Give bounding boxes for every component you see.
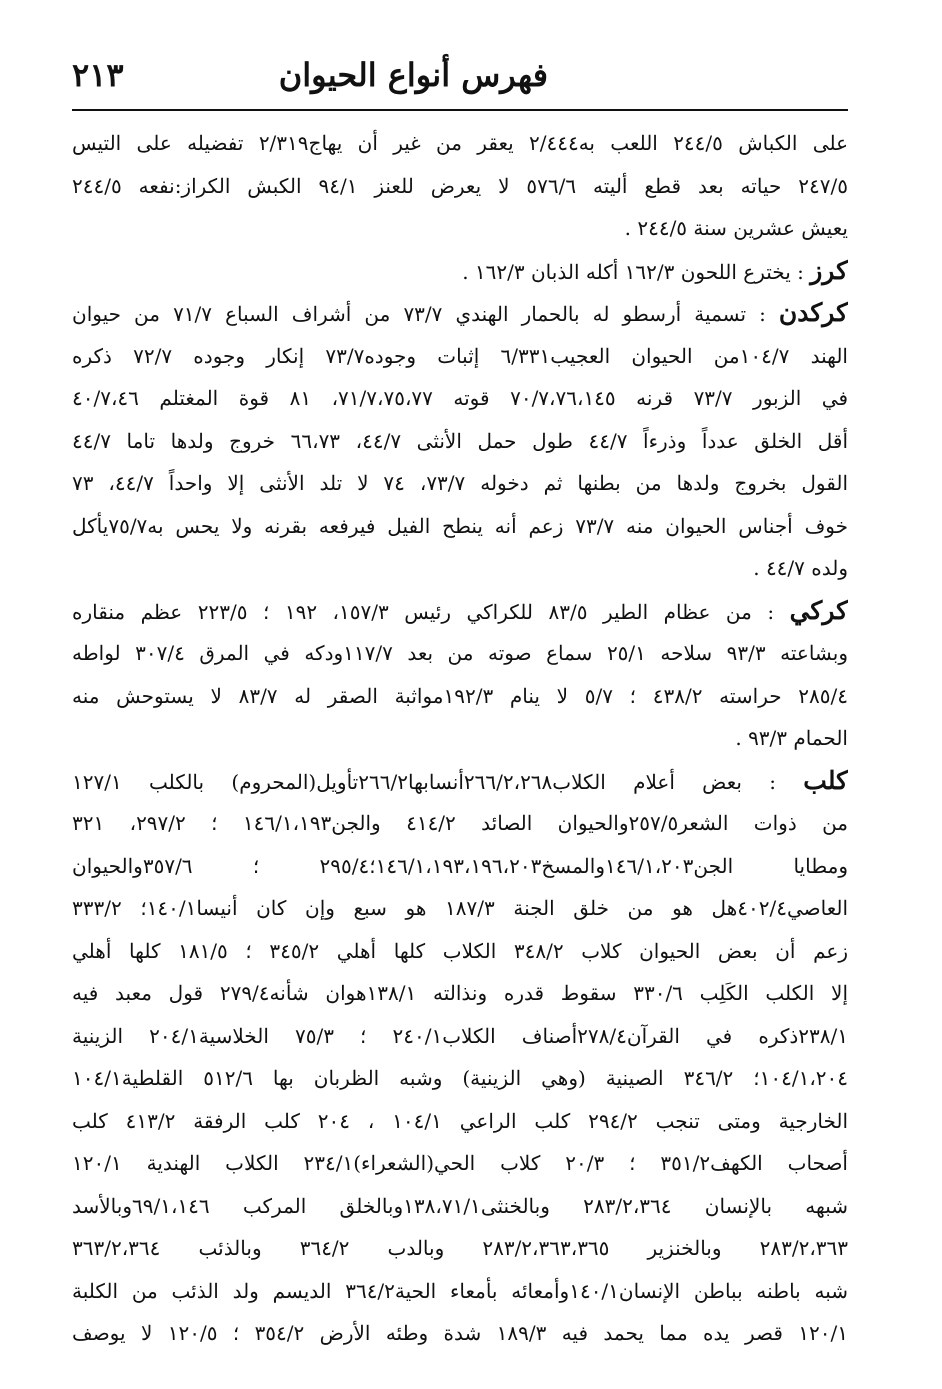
entry-heading: كركي (789, 595, 848, 625)
text-line: وبشاعته ٩٣/٣ سلاحه ٢٥/١ سماع صوته من بعد ١١٧/٧ودكه في المرق ٣٠٧/٤ لواطه (72, 641, 848, 665)
text-line: ولده ٤٤/٧ . (753, 556, 848, 580)
text-line: من ذوات الشعر٢٥٧/٥والحيوان الصائد ٤١٤/٢ والجن١٤٦/١،١٩٣ ؛ ٢٩٧/٢، ٣٢١ (72, 811, 848, 835)
index-body (72, 122, 848, 1355)
text-line: يعيش عشرين سنة ٢٤٤/٥ . (624, 216, 848, 240)
text-line: العاصي٤٠٢/٤هل هو من خلق الجنة ١٨٧/٣ هو سبع وإن كان أنيسا١٤٠/١؛ ٣٣٣/٢ (72, 896, 848, 920)
entry-text: : يخترع اللحون ١٦٢/٣ أكله الذبان ١٦٢/٣ . (462, 259, 811, 284)
text-line: ٢٤٧/٥ حياته بعد قطع أليته ٥٧٦/٦ لا يعرض للعنز ٩٤/١ الكبش الكراز:نفعه ٢٤٤/٥ (72, 173, 848, 198)
text-line: خوف أجناس الحيوان منه ٧٣/٧ زعم أنه ينطح الفيل فيرفعه بقرنه ولا يحس به٧٥/٧يأكل (72, 513, 848, 538)
text-line: أقل الخلق عدداً وذرءاً ٤٤/٧ طول حمل الأنثى ٤٤/٧، ٦٦،٧٣ خروج ولدها تاما ٤٤/٧ (72, 428, 848, 453)
page-title: فهرس أنواع الحيوان (278, 56, 548, 94)
text-line: إلا الكلب الكَلِب ٣٣٠/٦ سقوط قدره ونذالته ١٣٨/١هوان شأنه٢٧٩/٤ قول معبد فيه (72, 981, 848, 1005)
entry-text: : من عظام الطير ٨٣/٥ للكراكي رئيس ١٥٧/٣، ١٩٢ ؛ ٢٢٣/٥ عظم منقاره (72, 599, 790, 624)
index-entry-line (72, 292, 848, 335)
index-entry-line (72, 590, 848, 633)
text-line: شبه باطنه بباطن الإنسان١٤٠/١وأمعائه بأمعاء الحية٣٦٤/٢ الديسم ولد الذئب من الكلبة (72, 1278, 848, 1303)
text-line: زعم أن بعض الحيوان كلاب ٣٤٨/٢ الكلاب كلها أهلي ٣٤٥/٢ ؛ ١٨١/٥ كلها أهلي (72, 938, 848, 963)
index-entry-line (72, 250, 848, 293)
entry-text: : تسمية أرسطو له بالحمار الهندي ٧٣/٧ من أشراف السباع ٧١/٧ من حيوان (72, 302, 779, 326)
text-line: ٢٨٥/٤ حراسته ٤٣٨/٢ ؛ ٥/٧ لا ينام ١٩٢/٣مواثبة الصقر له ٨٣/٧ لا يستوحش منه (72, 683, 848, 708)
text-line: شبهه بالإنسان ٢٨٣/٢،٣٦٤ وبالخنثى١٣٨،٧١/١وبالخلق المركب ٦٩/١،١٤٦وبالأسد (72, 1193, 848, 1218)
text-line: ١٠٤/١،٢٠٤؛ ٣٤٦/٢ الصينية (وهي الزينية) وشبه الظربان بها ٥١٢/٦ القلطية١٠٤/١ (72, 1066, 848, 1090)
entry-heading: كلب (803, 765, 848, 795)
text-line: في الزبور ٧٣/٧ قرنه ٧٠/٧،٧٦،١٤٥ قوته ٧١/٧،٧٥،٧٧، ٨١ قوة المغتلم ٤٠/٧،٤٦ (72, 386, 848, 410)
text-line: ١٢٠/١ قصر يده مما يحمد فيه ١٨٩/٣ شدة وطئه الأرض ٣٥٤/٢ ؛ ١٢٠/٥ لا يوصف (72, 1321, 848, 1345)
entry-text: : بعض أعلام الكلاب٢٦٦/٢،٢٦٨أنسابها٢٦٦/٢تأويل(المحروم) بالكلب ١٢٧/١ (72, 769, 804, 794)
text-line: الهند ١٠٤/٧من الحيوان العجيب٦/٣٣١ إثبات وجوده٧٣/٧ إنكار وجوده ٧٢/٧ ذكره (72, 343, 848, 368)
text-line: القول بخروج ولدها من بطنها ثم دخوله ٧٣/٧، ٧٤ لا تلد الأنثى إلا واحداً ٤٤/٧، ٧٣ (72, 471, 848, 495)
text-line: ومطايا الجن١٤٦/١،٢٠٣والمسخ١٤٦/١،١٩٣،١٩٦،٢٠٣؛٢٩٥/٤ ؛ ٣٥٧/٦والحيوان (72, 853, 848, 878)
text-line: الحمام ٩٣/٣ . (735, 726, 848, 750)
page-number: ٢١٣ (72, 56, 124, 94)
entry-heading: كرز (810, 255, 848, 285)
page-header (72, 52, 848, 108)
header-rule (72, 109, 848, 111)
text-line: ٢٣٨/١ذكره في القرآن٢٧٨/٤أصناف الكلاب٢٤٠/١ ؛ ٧٥/٣ الخلاسية٢٠٤/١ الزينية (72, 1023, 848, 1048)
text-line: أصحاب الكهف٣٥١/٢ ؛ ٢٠/٣ كلاب الحي(الشعراء)٢٣٤/١ الكلاب الهندية ١٢٠/١ (72, 1151, 848, 1175)
text-line: على الكباش ٢٤٤/٥ اللعب به٢/٤٤٤ يعقر من غير أن يهاج٢/٣١٩ تفضيله على التيس (72, 131, 848, 155)
index-entry-line (72, 760, 848, 803)
text-line: ٢٨٣/٢،٣٦٣ وبالخنزير ٢٨٣/٢،٣٦٣،٣٦٥ وبالدب ٣٦٤/٢ وبالذئب ٣٦٣/٢،٣٦٤ (72, 1236, 848, 1260)
text-line: الخارجية ومتى تنجب ٢٩٤/٢ كلب الراعي ١٠٤/١ ، ٢٠٤ كلب الرفقة ٤١٣/٢ كلب (72, 1108, 848, 1133)
entry-heading: كركدن (778, 298, 848, 327)
